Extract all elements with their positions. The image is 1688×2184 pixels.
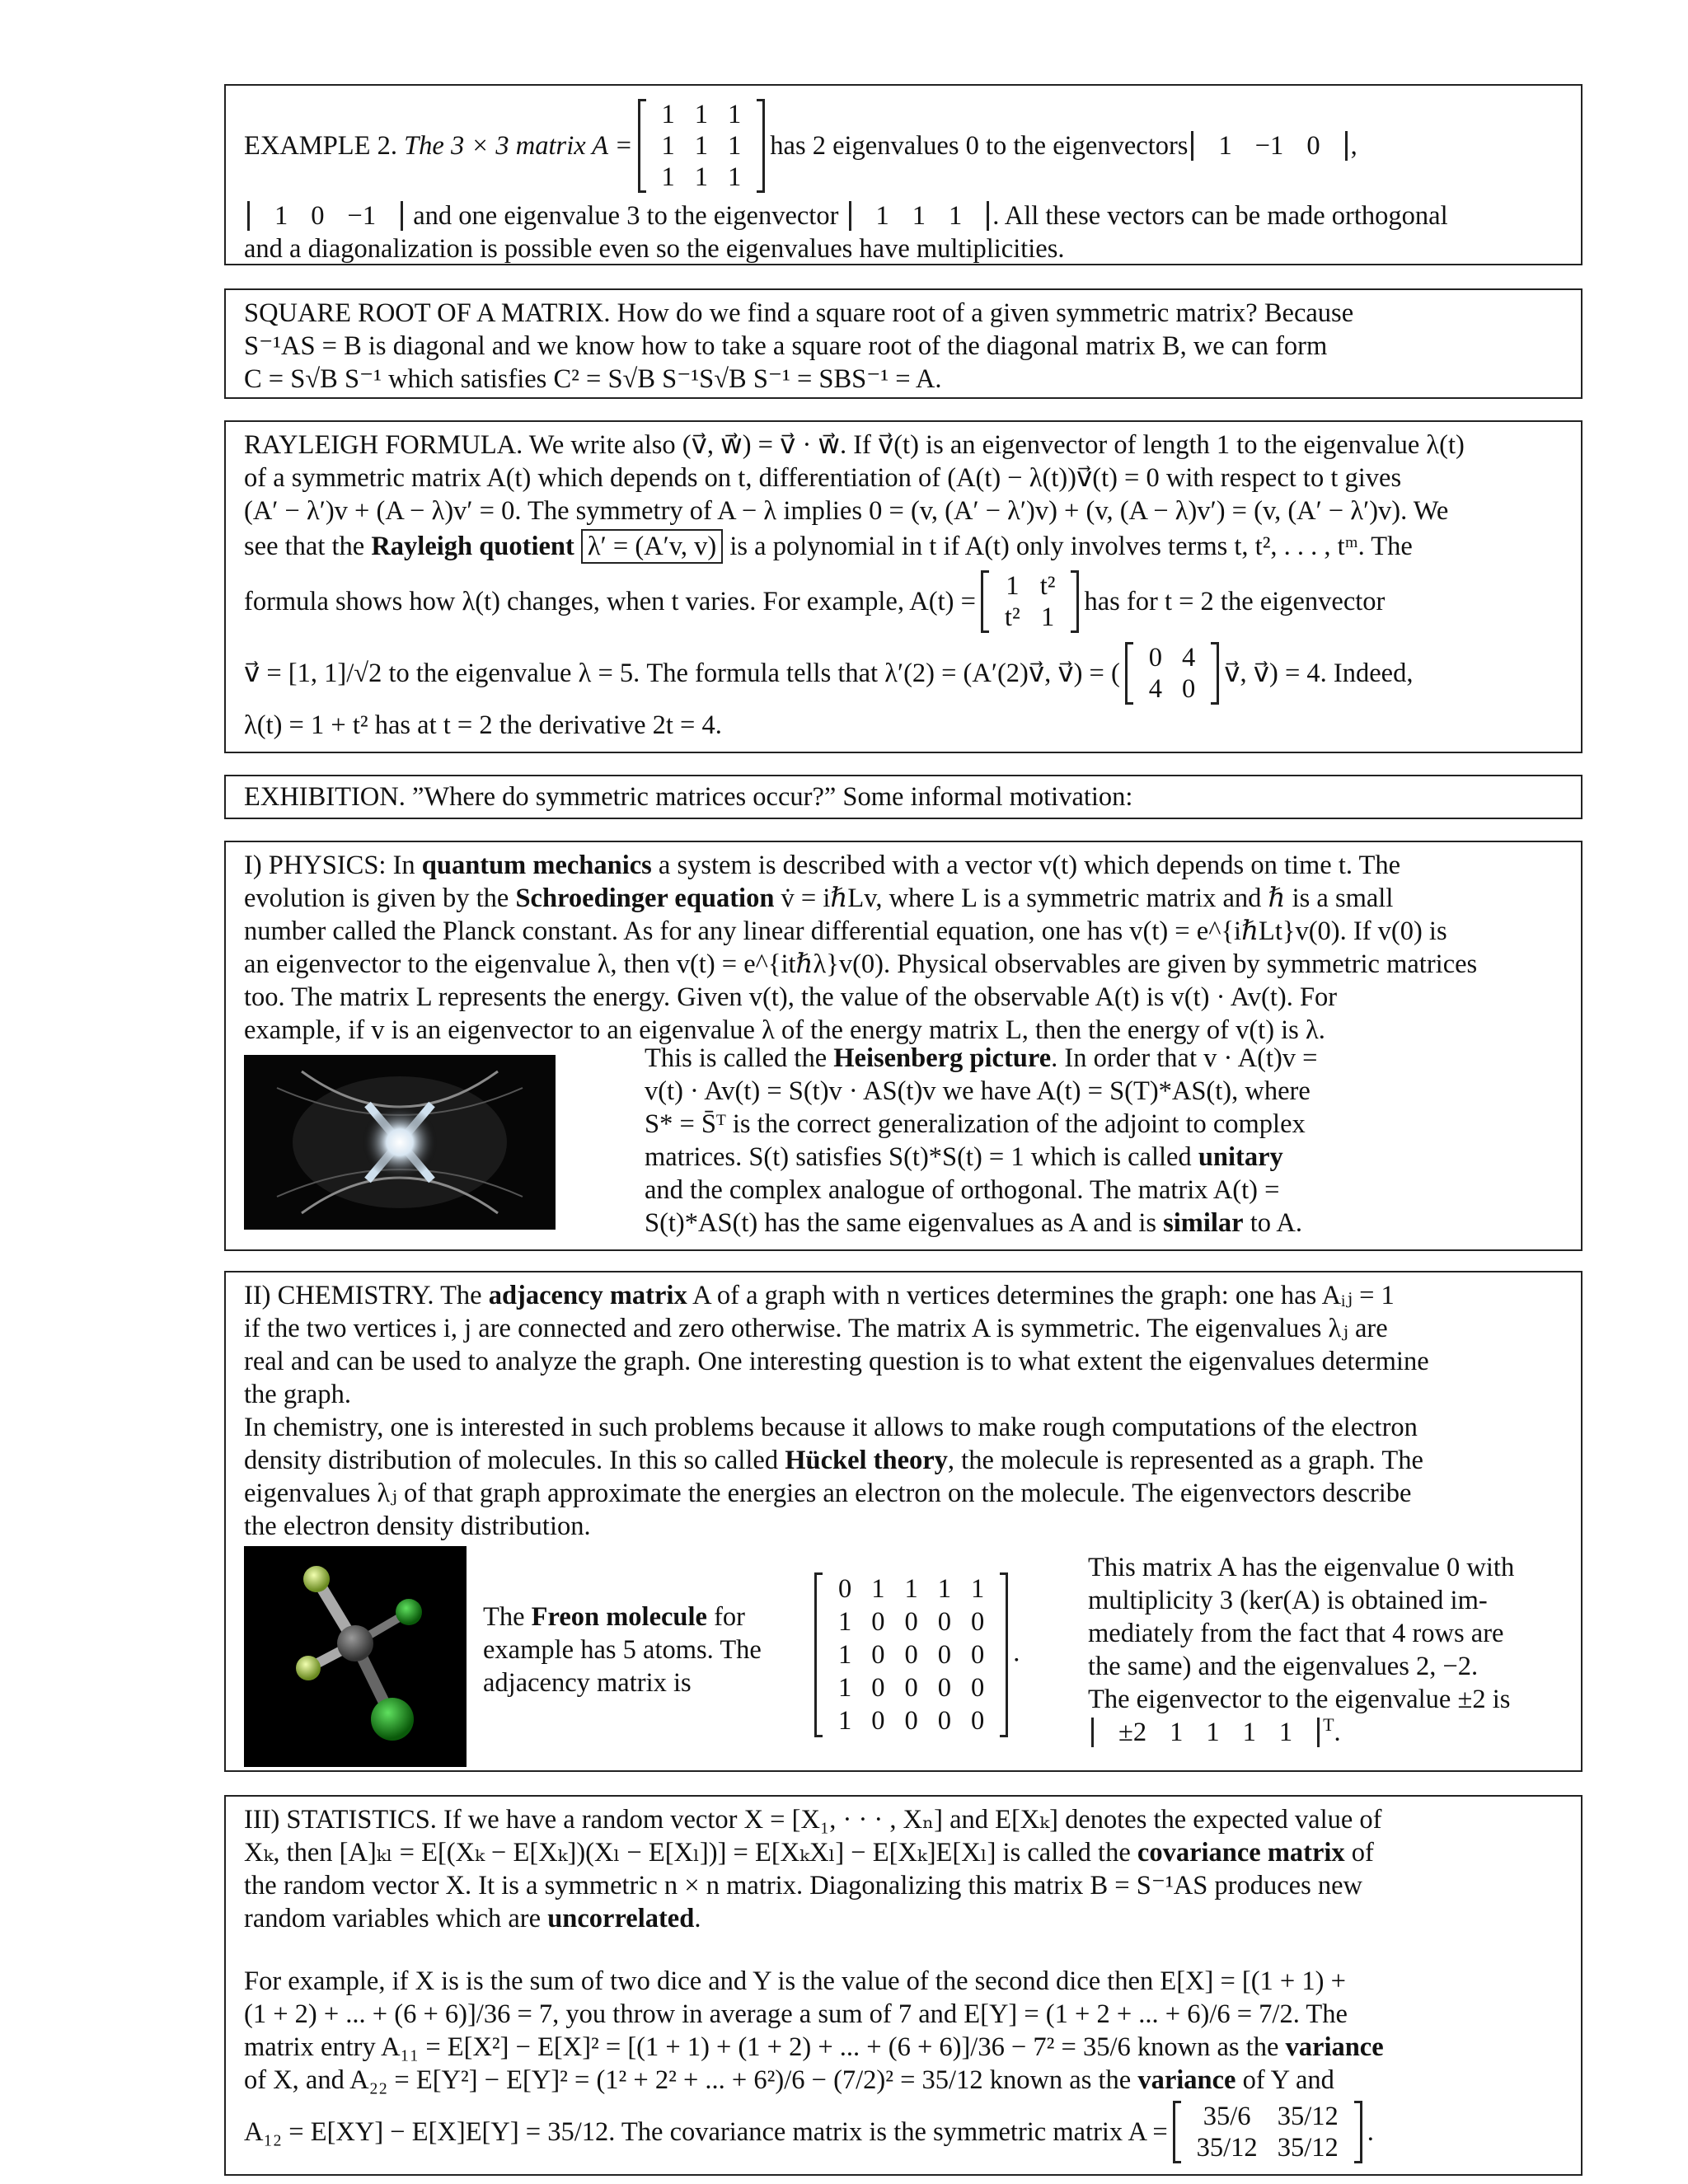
physics-right-5: and the complex analogue of orthogonal. The matrix A(t) = [645, 1175, 1280, 1205]
rayleigh-line-1: RAYLEIGH FORMULA. We write also (v⃗, w⃗) = v⃗ · w⃗. If v⃗(t) is an eigenvector of length 1 to the eigenvalue λ(t) [244, 430, 1465, 460]
matrix-a-prime: 0 4 4 0 [1125, 642, 1220, 705]
chem-line-7: eigenvalues λⱼ of that graph approximate the energies an electron on the molecule. The eigenvectors describe [244, 1479, 1412, 1508]
freon-molecule-image [244, 1546, 467, 1767]
chem-line-3: real and can be used to analyze the graph. One interesting question is to what extent the eigenvalues determine [244, 1347, 1429, 1376]
unitary-term: unitary [1198, 1142, 1283, 1172]
eigenvector-2: 1 0 −1 [247, 201, 403, 231]
example-2-mid: has 2 eigenvalues 0 to the eigenvectors [770, 131, 1189, 161]
eigenvector-pm2: ±2 1 1 1 1 [1091, 1718, 1320, 1747]
chem-center-1c: for [714, 1602, 745, 1632]
rayleigh-line-5a: formula shows how λ(t) changes, when t varies. For example, A(t) = [244, 587, 976, 616]
variance-term-1: variance [1285, 2032, 1384, 2062]
physics-right-6a: S(t)*AS(t) has the same eigenvalues as A and is [645, 1208, 1156, 1238]
stats-line-8c: of Y and [1242, 2065, 1334, 2095]
stats-line-7a: matrix entry A₁₁ = E[X²] − E[X]² = [(1 + 1) + (1 + 2) + ... + (6 + 6)]/36 − 7² = 35/6 known as the [244, 2032, 1279, 2062]
sqrt-line-2: S⁻¹AS = B is diagonal and we know how to take a square root of the diagonal matrix B, we can form [244, 331, 1328, 361]
covariance-matrix-term: covariance matrix [1137, 1838, 1345, 1868]
chem-line-8: the electron density distribution. [244, 1511, 591, 1541]
example-2-tail2: and a diagonalization is possible even so the eigenvalues have multiplicities. [244, 234, 1065, 264]
rayleigh-line-7: λ(t) = 1 + t² has at t = 2 the derivative 2t = 4. [244, 710, 722, 740]
chem-line-1a: II) CHEMISTRY. The [244, 1281, 482, 1310]
exhibition-box [224, 775, 1582, 819]
chem-line-4: the graph. [244, 1380, 351, 1409]
rayleigh-line-6a: v⃗ = [1, 1]/√2 to the eigenvalue λ = 5. The formula tells that λ′(2) = (A′(2)v⃗, v⃗) = ( [244, 658, 1120, 688]
stats-line-9: A₁₂ = E[XY] − E[X]E[Y] = 35/12. The covariance matrix is the symmetric matrix A = [244, 2117, 1168, 2147]
exhibition-text: EXHIBITION. ”Where do symmetric matrices occur?” Some informal motivation: [244, 782, 1133, 812]
chem-center-2: example has 5 atoms. The [483, 1635, 762, 1665]
example-2-mid2: and one eigenvalue 3 to the eigenvector [413, 201, 839, 231]
chem-right-3: mediately from the fact that 4 rows are [1088, 1619, 1504, 1648]
eigenvector-1: 1 −1 0 [1191, 131, 1347, 161]
stats-line-8a: of X, and A₂₂ = E[Y²] − E[Y]² = (1² + 2² + ... + 6²)/6 − (7/2)² = 35/12 known as the [244, 2065, 1132, 2095]
square-root-box [224, 288, 1582, 399]
physics-right-6c: to A. [1250, 1208, 1302, 1238]
statistics-box: III) STATISTICS. If we have a random vector X = [X₁, · · · , Xₙ] and E[Xₖ] denotes the expected value of Xₖ, then [A]ₖₗ = E[(Xₖ − E[Xₖ])(Xₗ − E[Xₗ])] = E[XₖXₗ] − E[Xₖ]E[Xₗ] is called the covariance matrix of the random vector X. It is a symmetric n × n matrix. Diagonalizing this matrix B = S⁻¹AS produces new random variables which are uncorrelated. For example, if X is is the sum of two dice and Y is the value of the second dice then E[X] = [(1 + 1) + (1 + 2) + ... + (6 + 6)]/36 = 7, you throw in average a sum of 7 and E[Y] = (1 + 2 + ... + 6)/6 = 7/2. The matrix entry A₁₁ = E[X²] − E[X]² = [(1 + 1) + (1 + 2) + ... + (6 + 6)]/36 − 7² = 35/6 known as the variance of X, and A₂₂ = E[Y²] − E[Y]² = (1² + 2² + ... + 6²)/6 − (7/2)² = 35/12 known as the variance of Y and A₁₂ = E[XY] − E[X]E[Y] = 35/12. The covariance matrix is the symmetric matrix A = 35/6 35/12 35/12 35/12 . [224, 1795, 1582, 2176]
physics-line-6: example, if v is an eigenvector to an eigenvalue λ of the energy matrix L, then the energy of v(t) is λ. [244, 1015, 1325, 1045]
rayleigh-line-5b: has for t = 2 the eigenvector [1084, 587, 1386, 616]
chem-line-1c: A of a graph with n vertices determines the graph: one has Aᵢⱼ = 1 [692, 1281, 1395, 1310]
eigenvector-3: 1 1 1 [849, 201, 990, 231]
physics-image [244, 1055, 556, 1230]
physics-right-1a: This is called the [645, 1043, 828, 1073]
stats-line-6: (1 + 2) + ... + (6 + 6)]/36 = 7, you throw in average a sum of 7 and E[Y] = (1 + 2 + ... + 6)/6 = 7/2. The [244, 1999, 1348, 2029]
rayleigh-line-4c: is a polynomial in t if A(t) only involves terms t, t², . . . , tᵐ. The [729, 532, 1413, 561]
chem-right-1: This matrix A has the eigenvalue 0 with [1088, 1553, 1515, 1582]
stats-line-4a: random variables which are [244, 1904, 542, 1933]
quantum-mechanics-term: quantum mechanics [421, 851, 652, 880]
physics-line-2c: v̇ = iℏLv, where L is a symmetric matrix and ℏ is a small [781, 883, 1394, 913]
freon-molecule-term: Freon molecule [531, 1602, 707, 1632]
chem-center-3: adjacency matrix is [483, 1668, 692, 1698]
rayleigh-formula-box: λ′ = (A′v, v) [581, 529, 723, 564]
physics-line-3: number called the Planck constant. As for any linear differential equation, one has v(t) = e^{iℏLt}v(0). If v(0) is [244, 916, 1447, 946]
sqrt-line-1: SQUARE ROOT OF A MATRIX. How do we find a square root of a given symmetric matrix? Because [244, 298, 1354, 328]
chem-line-5: In chemistry, one is interested in such problems because it allows to make rough computations of the electron [244, 1413, 1418, 1442]
rayleigh-line-4a: see that the [244, 532, 365, 561]
stats-line-3: the random vector X. It is a symmetric n × n matrix. Diagonalizing this matrix B = S⁻¹AS produces new [244, 1871, 1362, 1900]
chem-line-6c: , the molecule is represented as a graph. The [947, 1446, 1423, 1475]
adjacency-matrix-term: adjacency matrix [488, 1281, 687, 1310]
chem-right-5: The eigenvector to the eigenvalue ±2 is [1088, 1685, 1511, 1714]
chem-right-4: the same) and the eigenvalues 2, −2. [1088, 1652, 1479, 1681]
sqrt-line-3: C = S√B S⁻¹ which satisfies C² = S√B S⁻¹S√B S⁻¹ = SBS⁻¹ = A. [244, 364, 942, 394]
example-2-tail1: . All these vectors can be made orthogonal [992, 201, 1448, 231]
covariance-matrix: 35/6 35/12 35/12 35/12 [1173, 2101, 1362, 2163]
example-2-label: EXAMPLE 2. [244, 131, 397, 161]
rayleigh-box [224, 420, 1582, 753]
stats-line-2a: Xₖ, then [A]ₖₗ = E[(Xₖ − E[Xₖ])(Xₗ − E[Xₗ])] = E[XₖXₗ] − E[Xₖ]E[Xₗ] is called the [244, 1838, 1131, 1868]
stats-line-1: III) STATISTICS. If we have a random vector X = [X₁, · · · , Xₙ] and E[Xₖ] denotes the expected value of [244, 1805, 1382, 1835]
adjacency-matrix-5x5: 0 1 1 1 1 1 0 0 0 0 1 0 0 0 0 1 0 0 0 0 1 0 0 0 0 [814, 1572, 1008, 1737]
physics-line-1c: a system is described with a vector v(t) which depends on time t. The [658, 851, 1401, 880]
stats-line-4c: . [694, 1904, 701, 1933]
rayleigh-line-6b: v⃗, v⃗) = 4. Indeed, [1224, 658, 1414, 688]
stats-line-5: For example, if X is is the sum of two dice and Y is the value of the second dice then E[X] = [(1 + 1) + [244, 1966, 1346, 1996]
variance-term-2: variance [1137, 2065, 1236, 2095]
rayleigh-line-2: of a symmetric matrix A(t) which depends on t, differentiation of (A(t) − λ(t))v⃗(t) = 0 with respect to t gives [244, 463, 1402, 493]
physics-line-4: an eigenvector to the eigenvalue λ, then v(t) = e^{itℏλ}v(0). Physical observables are given by symmetric matrices [244, 949, 1478, 979]
matrix-a-of-t: 1 t² t² 1 [981, 570, 1080, 633]
physics-line-2a: evolution is given by the [244, 883, 509, 913]
physics-line-1a: I) PHYSICS: In [244, 851, 415, 880]
physics-right-2: v(t) · Av(t) = S(t)v · AS(t)v we have A(t) = S(T)*AS(t), where [645, 1076, 1311, 1106]
matrix-a-3x3: 1 1 1 1 1 1 1 1 1 [638, 99, 766, 193]
chem-line-2: if the two vertices i, j are connected and zero otherwise. The matrix A is symmetric. The eigenvalues λⱼ are [244, 1314, 1388, 1343]
physics-box [224, 841, 1582, 1251]
schroedinger-term: Schroedinger equation [515, 883, 775, 913]
chem-center-1a: The [483, 1602, 525, 1632]
physics-right-3: S* = S̄ᵀ is the correct generalization of the adjoint to complex [645, 1109, 1306, 1139]
stats-line-2c: of [1351, 1838, 1374, 1868]
physics-line-5: too. The matrix L represents the energy. Given v(t), the value of the observable A(t) is v(t) · Av(t). For [244, 982, 1338, 1012]
similar-term: similar [1163, 1208, 1244, 1238]
rayleigh-quotient-term: Rayleigh quotient [371, 532, 574, 561]
huckel-theory-term: Hückel theory [785, 1446, 948, 1475]
example-2-box: EXAMPLE 2. The 3 × 3 matrix A = 1 1 1 1 1 1 1 1 1 has 2 eigenvalues 0 to the eigenvectors 1 −1 0 , 1 0 −1 and one eigenvalue 3 to the eigenvector 1 1 1 . All these vectors can be made orthogonal and a diagonalization is possible even so the eigenvalues have multiplicities. [224, 84, 1582, 265]
physics-right-1c: . In order that v · A(t)v = [1051, 1043, 1318, 1073]
uncorrelated-term: uncorrelated [547, 1904, 695, 1933]
heisenberg-term: Heisenberg picture [833, 1043, 1052, 1073]
example-2-intro: The 3 × 3 matrix A = [404, 131, 633, 161]
physics-right-4a: matrices. S(t) satisfies S(t)*S(t) = 1 which is called [645, 1142, 1192, 1172]
light-burst-icon [244, 1055, 556, 1230]
molecule-icon [244, 1546, 467, 1767]
chem-right-2: multiplicity 3 (ker(A) is obtained im- [1088, 1586, 1488, 1615]
chem-line-6a: density distribution of molecules. In this so called [244, 1446, 779, 1475]
rayleigh-line-3: (A′ − λ′)v + (A − λ)v′ = 0. The symmetry of A − λ implies 0 = (v, (A′ − λ′)v) + (v, (A − λ)v′) = (v, (A′ − λ′)v). We [244, 496, 1449, 526]
chemistry-box: II) CHEMISTRY. The adjacency matrix A of a graph with n vertices determines the graph: one has Aᵢⱼ = 1 if the two vertices i, j are connected and zero otherwise. The matrix A is symmetric. The eigenvalues λⱼ are real and can be used to analyze the graph. One interesting question is to what extent the eigenvalues determine the graph. In chemistry, one is interested in such problems because it allows to make rough computations of the electron density distribution of molecules. In this so called Hückel theory, the molecule is represented as a graph. The eigenvalues λⱼ of that graph approximate the energies an electron on the molecule. The eigenvectors describe the electron density distribution. The Freon molecule for example has 5 atoms. The adjacency matrix is 0 1 1 1 1 1 0 0 0 0 1 0 0 0 0 1 0 0 0 0 1 0 0 0 0 . This matrix A has the eigenvalue 0 with multiplicity 3 (ker(A) is obtained im- mediately from the fact that 4 rows are the same) and the eigenvalues 2, −2. The eigenvector to the eigenvalue ±2 is ±2 1 1 1 1 $^T$. [224, 1271, 1582, 1772]
